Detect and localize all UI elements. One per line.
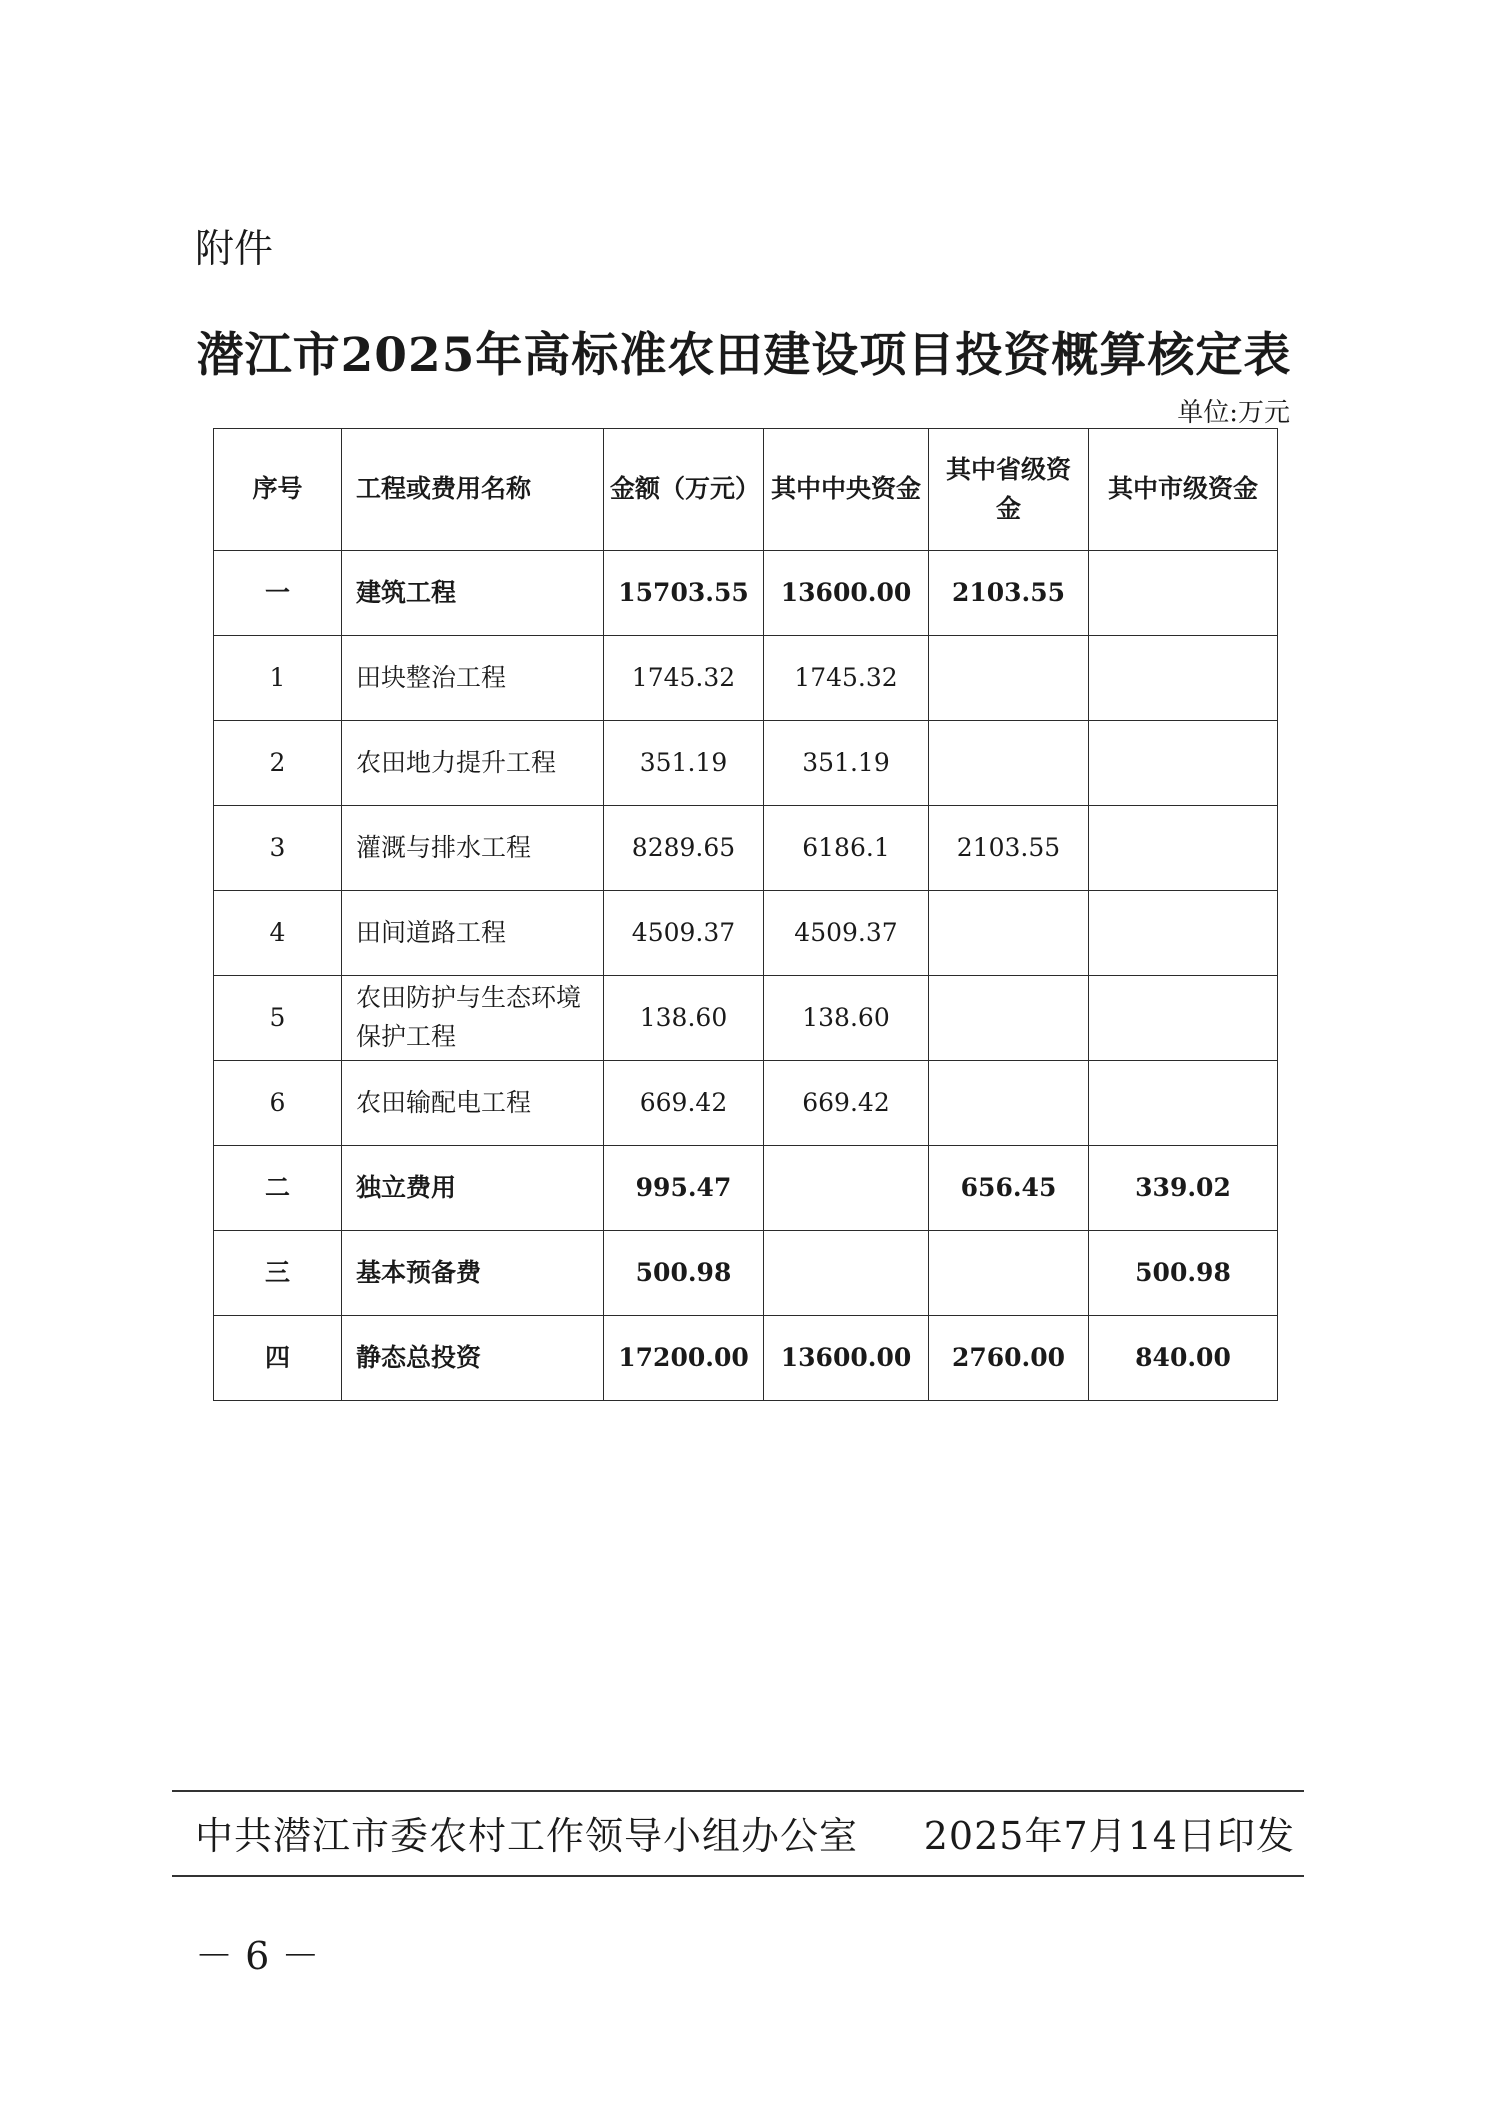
cell-no: 4 [214,891,342,976]
cell-name: 静态总投资 [342,1316,604,1401]
cell-amount: 669.42 [604,1061,764,1146]
cell-name: 田间道路工程 [342,891,604,976]
table-row [214,891,1278,976]
cell-central [764,1146,929,1231]
page-number: － 6 － [195,1934,320,1978]
cell-no: 6 [214,1061,342,1146]
cell-provincial [929,721,1089,806]
cell-amount: 8289.65 [604,806,764,891]
cell-name: 灌溉与排水工程 [342,806,604,891]
cell-city [1089,891,1278,976]
cell-no: 一 [214,551,342,636]
cell-no: 二 [214,1146,342,1231]
table-row [214,976,1278,1061]
cell-name: 田块整治工程 [342,636,604,721]
cell-central: 669.42 [764,1061,929,1146]
table-row [214,1146,1278,1231]
cell-name: 基本预备费 [342,1231,604,1316]
cell-central: 4509.37 [764,891,929,976]
cell-provincial: 2103.55 [929,551,1089,636]
cell-provincial: 656.45 [929,1146,1089,1231]
col-header-city: 其中市级资金 [1089,429,1278,551]
cell-amount: 4509.37 [604,891,764,976]
cell-amount: 138.60 [604,976,764,1061]
table-header-row [214,429,1278,551]
page-title: 潜江市2025年高标准农田建设项目投资概算核定表 [196,328,1292,383]
cell-city [1089,721,1278,806]
cell-amount: 995.47 [604,1146,764,1231]
cell-city [1089,551,1278,636]
cell-no: 2 [214,721,342,806]
cell-amount: 500.98 [604,1231,764,1316]
cell-central: 6186.1 [764,806,929,891]
table-row [214,1231,1278,1316]
cell-central: 351.19 [764,721,929,806]
cell-central [764,1231,929,1316]
cell-central: 1745.32 [764,636,929,721]
cell-no: 1 [214,636,342,721]
cell-central: 13600.00 [764,551,929,636]
col-header-provincial: 其中省级资金 [929,429,1089,551]
footer [195,1805,1295,1860]
col-header-amount: 金额（万元） [604,429,764,551]
cell-central: 138.60 [764,976,929,1061]
col-header-name: 工程或费用名称 [342,429,604,551]
footer-issuer: 中共潜江市委农村工作领导小组办公室 [195,1814,859,1858]
cell-no: 5 [214,976,342,1061]
cell-city [1089,976,1278,1061]
cell-no: 三 [214,1231,342,1316]
budget-table [213,428,1278,1401]
cell-provincial [929,891,1089,976]
cell-name: 农田输配电工程 [342,1061,604,1146]
attachment-label: 附件 [195,227,274,272]
cell-city: 500.98 [1089,1231,1278,1316]
cell-provincial [929,1231,1089,1316]
cell-amount: 15703.55 [604,551,764,636]
cell-provincial [929,636,1089,721]
unit-label: 单位:万元 [1177,398,1290,428]
cell-amount: 17200.00 [604,1316,764,1401]
cell-city [1089,636,1278,721]
table-row [214,551,1278,636]
cell-no: 3 [214,806,342,891]
table-row [214,1316,1278,1401]
table-row [214,806,1278,891]
cell-name: 建筑工程 [342,551,604,636]
cell-provincial [929,1061,1089,1146]
cell-city [1089,1061,1278,1146]
col-header-central: 其中中央资金 [764,429,929,551]
cell-provincial: 2103.55 [929,806,1089,891]
table-row [214,721,1278,806]
cell-amount: 1745.32 [604,636,764,721]
cell-city [1089,806,1278,891]
cell-no: 四 [214,1316,342,1401]
footer-top-rule [172,1790,1304,1792]
col-header-no: 序号 [214,429,342,551]
cell-provincial: 2760.00 [929,1316,1089,1401]
cell-city: 840.00 [1089,1316,1278,1401]
cell-city: 339.02 [1089,1146,1278,1231]
cell-name: 独立费用 [342,1146,604,1231]
cell-provincial [929,976,1089,1061]
cell-central: 13600.00 [764,1316,929,1401]
cell-name: 农田地力提升工程 [342,721,604,806]
cell-amount: 351.19 [604,721,764,806]
cell-name: 农田防护与生态环境保护工程 [342,976,604,1061]
table-body [214,551,1278,1401]
table-row [214,636,1278,721]
table-row [214,1061,1278,1146]
footer-bottom-rule [172,1875,1304,1877]
footer-date: 2025年7月14日印发 [923,1814,1295,1858]
